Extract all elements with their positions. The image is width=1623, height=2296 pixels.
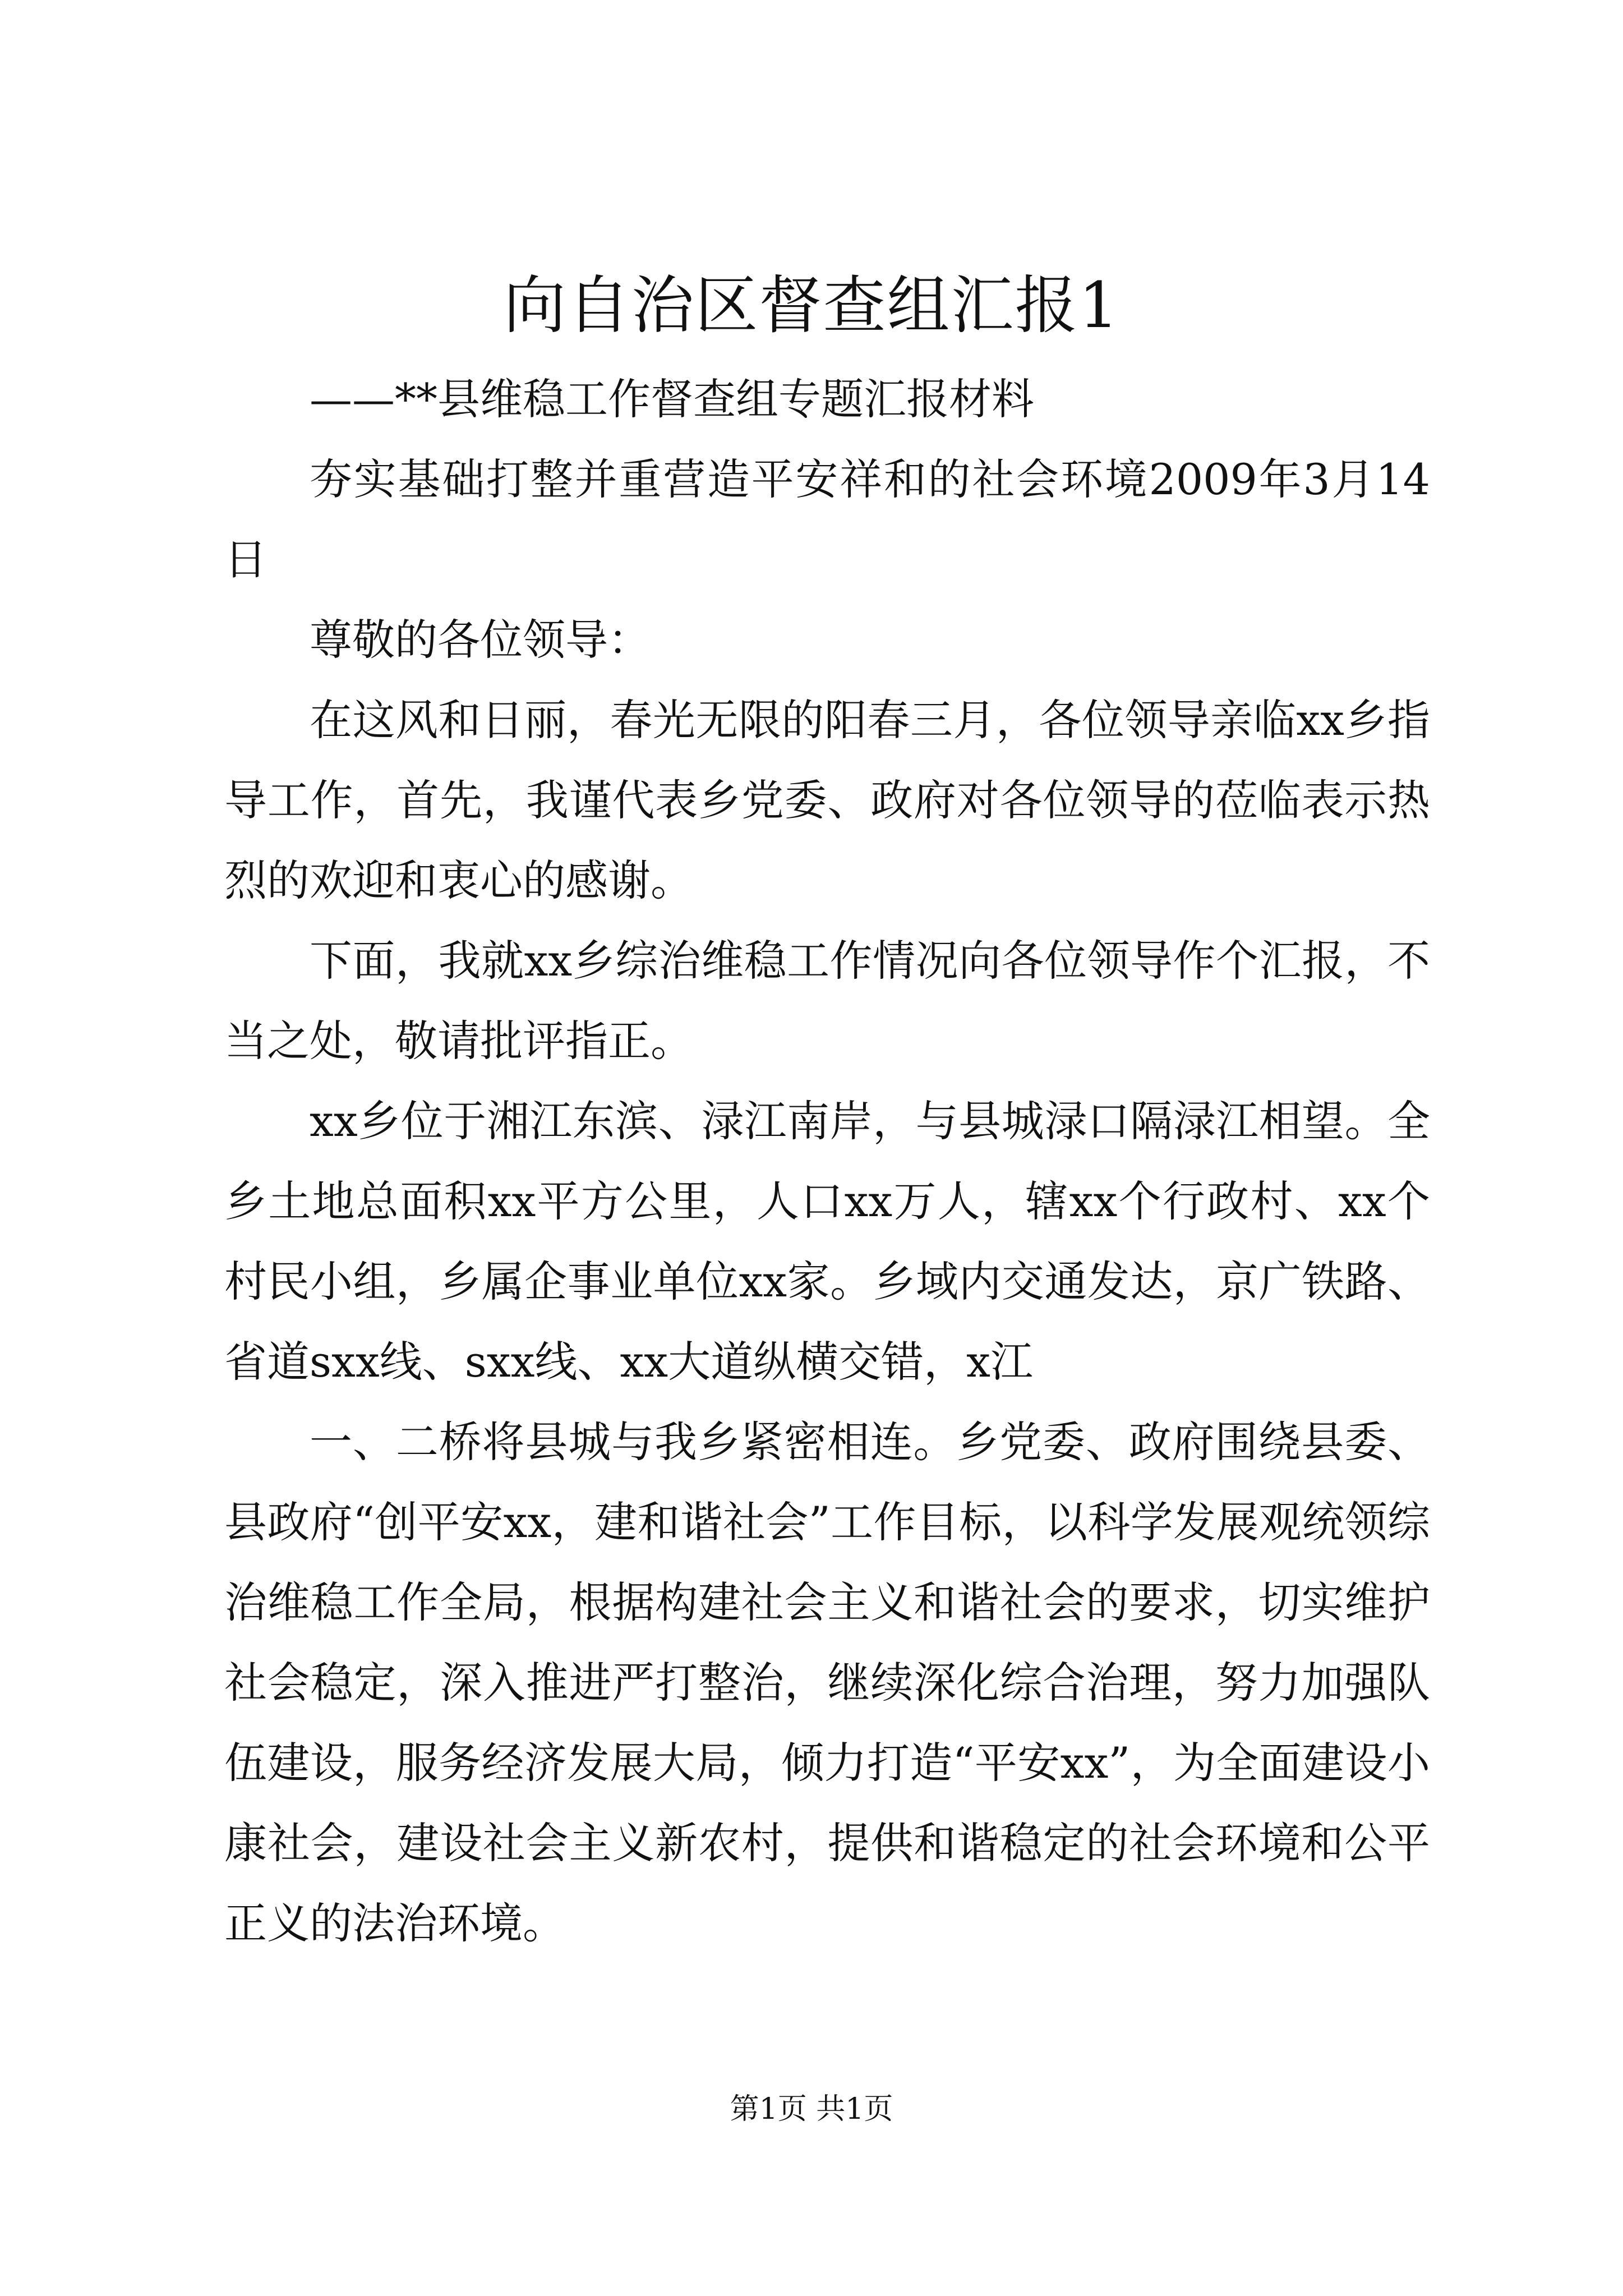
paragraph-overview: xx乡位于湘江东滨、渌江南岸，与县城渌口隔渌江相望。全乡土地总面积xx平方公里，人口xx万人，辖xx个行政村、xx个村民小组，乡属企事业单位xx家。乡域内交通发达，京广铁路、省道sxx线、sxx线、xx大道纵横交错，x江 xyxy=(224,1096,1430,1387)
document-subtitle: ——**县维稳工作督查组专题汇报材料 xyxy=(310,374,1034,424)
paragraph-intro: 下面，我就xx乡综治维稳工作情况向各位领导作个汇报，不当之处，敬请批评指正。 xyxy=(224,936,1430,1066)
page-footer: 第1页 共1页 xyxy=(730,2092,893,2126)
paragraph-welcome: 在这风和日丽，春光无限的阳春三月，各位领导亲临xx乡指导工作，首先，我谨代表乡党委、政府对各位领导的莅临表示热烈的欢迎和衷心的感谢。 xyxy=(224,695,1430,905)
paragraph-salutation: 尊敬的各位领导： xyxy=(310,615,651,665)
paragraph-work-goals: 一、二桥将县城与我乡紧密相连。乡党委、政府围绕县委、县政府“创平安xx，建和谐社会”工作目标，以科学发展观统领综治维稳工作全局，根据构建社会主义和谐社会的要求，切实维护社会稳定，深入推进严打整治，继续深化综合治理，努力加强队伍建设，服务经济发展大局，倾力打造“平安xx”，为全面建设小康社会，建设社会主义新农村，提供和谐稳定的社会环境和公平正义的法治环境。 xyxy=(224,1417,1430,1948)
document-title: 向自治区督查组汇报1 xyxy=(503,269,1120,342)
document-body xyxy=(224,359,1430,1963)
paragraph-heading-date: 夯实基础打整并重营造平安祥和的社会环境2009年3月14日 xyxy=(224,454,1430,585)
